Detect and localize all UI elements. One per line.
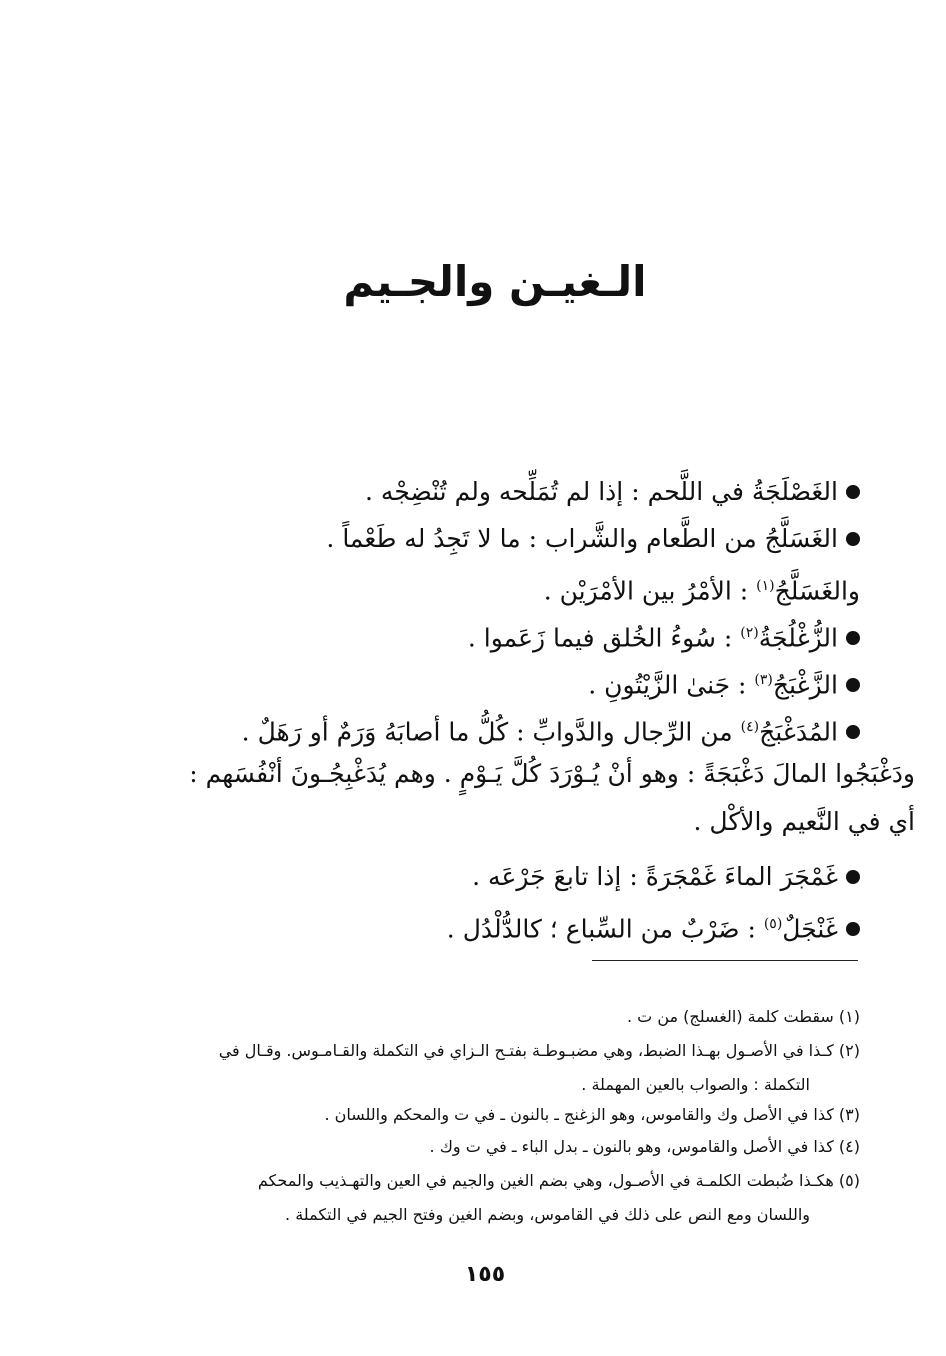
entry-text: من الرِّجال والدَّوابِّ : كُلُّ ما أصابَهُ وَرَمٌ أو رَهَلٌ . — [241, 717, 741, 747]
footnote: (١) سقطت كلمة (الغسلج) من ت . — [627, 1007, 860, 1026]
footnote-ref: (٢) — [740, 625, 759, 641]
entry-text: من الطَّعام والشَّراب : ما لا تَجِدُ له طَعْماً . — [326, 524, 765, 553]
entry-text: الماءَ غَمْجَرَةً : إذا تابعَ جَرْعَه . — [472, 862, 781, 891]
page-title: الـغيـن والجـيم — [343, 257, 647, 306]
entry-line — [468, 611, 860, 655]
footnote: (٤) كذا في الأصل والقاموس، وهو بالنون ـ بدل الباء ـ في ت وك . — [429, 1137, 860, 1156]
footnote-ref: (٥) — [763, 916, 783, 932]
entry-line — [447, 902, 860, 946]
footnote-ref: (٣) — [754, 672, 773, 688]
entry-headword: غَنْجَلٌ — [782, 914, 838, 944]
entry-line — [242, 705, 860, 749]
entry-headword: الزُّغْلُجَةُ — [758, 623, 838, 653]
entry-headword: والغَسَلَّجُ — [774, 576, 860, 606]
footnote: (٥) هكـذا ضُبطت الكلمـة في الأصـول، وهي بضم الغين والجيم في العين والتهـذيب والمحكم — [257, 1171, 860, 1190]
entry-text: : جَنىٰ الزَّيْتُونِ . — [588, 670, 755, 700]
bullet-icon — [846, 485, 860, 499]
bullet-icon — [846, 725, 860, 739]
entry-headword: الغَصْلَجَةُ — [751, 477, 838, 506]
entry-text: : سُوءُ الخُلق فيما زَعَموا . — [467, 623, 741, 653]
entry-headword: المُدَغْبَجُ — [759, 717, 838, 747]
entry-text: : الأمْرُ بين الأمْرَيْن . — [543, 576, 757, 606]
footnote-ref: (٤) — [740, 719, 760, 735]
entry-line — [694, 800, 916, 844]
footnote: (٢) كـذا في الأصـول بهـذا الضبط، وهي مضبـوطـة بفتـح الـزاي في التكملة والقـامـوس. وقـال في — [218, 1041, 860, 1060]
footnote-continuation: التكملة : والصواب بالعين المهملة . — [581, 1075, 810, 1094]
bullet-icon — [846, 532, 860, 546]
entry-headword: الزَّغْبَجُ — [772, 670, 838, 700]
entry-text: أي في النَّعيم والأكْل . — [693, 807, 915, 836]
bullet-icon — [846, 922, 860, 936]
bullet-icon — [846, 678, 860, 692]
entry-line — [365, 470, 860, 514]
entry-text: في اللَّحم : إذا لم تُمَلِّحه ولم تُنْضِجْه . — [365, 477, 752, 506]
footnote-ref: (١) — [756, 578, 775, 594]
entry-line — [588, 658, 860, 702]
entry-headword: الغَسَلَّجُ — [764, 524, 838, 553]
footnote-divider — [592, 960, 858, 961]
entry-line — [472, 855, 860, 899]
entry-text: : ضَرْبٌ من السِّباع ؛ كالدُّلْدُل . — [446, 914, 764, 944]
entry-line — [189, 752, 915, 796]
entry-text: ودَغْبَجُوا المالَ دَغْبَجَةً : وهو أنْ يُـوْرَدَ كُلَّ يَـوْمٍ . وهم يُدَغْبِجُـونَ أنْفُسَهم : — [189, 759, 915, 788]
footnote-continuation: واللسان ومع النص على ذلك في القاموس، وبضم الغين وفتح الجيم في التكملة . — [285, 1205, 810, 1224]
bullet-icon — [846, 631, 860, 645]
entry-headword: غَمْجَرَ — [780, 862, 838, 891]
bullet-icon — [846, 870, 860, 884]
footnote: (٣) كذا في الأصل وك والقاموس، وهو الزغنج ـ بالنون ـ في ت والمحكم واللسان . — [324, 1105, 860, 1124]
page-number: ١٥٥ — [464, 1262, 506, 1287]
entry-line — [544, 564, 860, 608]
entry-line — [326, 517, 860, 561]
